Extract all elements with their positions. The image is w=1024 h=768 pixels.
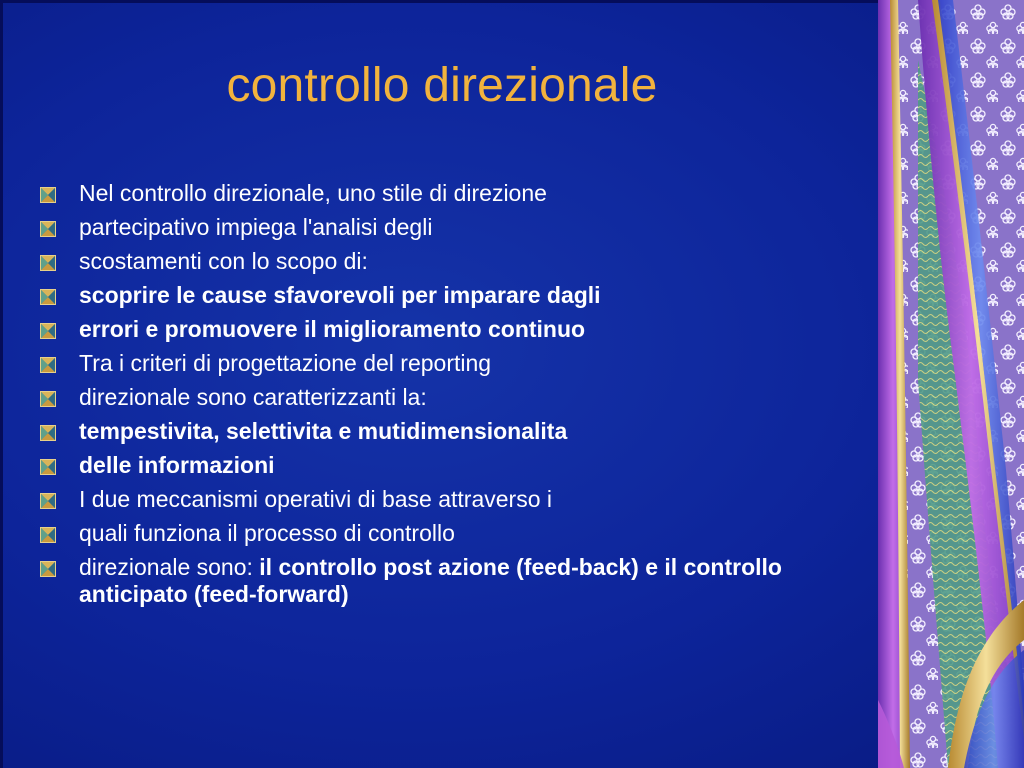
striped-square-bullet-icon — [40, 527, 56, 543]
bullet-item — [40, 316, 840, 343]
bullet-text-emphasis: il controllo post azione (feed-back) e il controllo anticipato (feed-forward) — [79, 554, 782, 607]
bullet-item — [40, 520, 840, 547]
bullet-text: tempestivita, selettivita e mutidimensionalita — [79, 418, 568, 444]
bullet-text: Tra i criteri di progettazione del reporting — [79, 350, 492, 376]
bullet-text: delle informazioni — [79, 452, 275, 478]
bullet-list — [40, 180, 840, 615]
bullet-text: I due meccanismi operativi di base attraverso i — [79, 486, 552, 512]
striped-square-bullet-icon — [40, 459, 56, 475]
striped-square-bullet-icon — [40, 357, 56, 373]
bullet-item — [40, 418, 840, 445]
bullet-item — [40, 554, 840, 608]
bullet-text: partecipativo impiega l'analisi degli — [79, 214, 433, 240]
floral-ribbon-decoration — [878, 0, 1024, 768]
striped-square-bullet-icon — [40, 391, 56, 407]
bullet-item — [40, 384, 840, 411]
striped-square-bullet-icon — [40, 289, 56, 305]
bullet-text-lead: direzionale sono: — [79, 554, 260, 580]
bullet-item — [40, 486, 840, 513]
bullet-item — [40, 248, 840, 275]
slide-title: controllo direzionale — [226, 59, 658, 112]
bullet-text: direzionale sono caratterizzanti la: — [79, 384, 427, 410]
bullet-item — [40, 452, 840, 479]
bullet-text: scostamenti con lo scopo di: — [79, 248, 368, 274]
bullet-text: errori e promuovere il miglioramento continuo — [79, 316, 586, 342]
striped-square-bullet-icon — [40, 493, 56, 509]
striped-square-bullet-icon — [40, 187, 56, 203]
bullet-item — [40, 350, 840, 377]
bullet-item — [40, 180, 840, 207]
bullet-text: scoprire le cause sfavorevoli per imparare dagli — [79, 282, 601, 308]
striped-square-bullet-icon — [40, 561, 56, 577]
striped-square-bullet-icon — [40, 255, 56, 271]
bullet-item — [40, 282, 840, 309]
bullet-item — [40, 214, 840, 241]
striped-square-bullet-icon — [40, 221, 56, 237]
striped-square-bullet-icon — [40, 323, 56, 339]
bullet-text: quali funziona il processo di controllo — [79, 520, 455, 546]
striped-square-bullet-icon — [40, 425, 56, 441]
bullet-text: Nel controllo direzionale, uno stile di direzione — [79, 180, 547, 206]
